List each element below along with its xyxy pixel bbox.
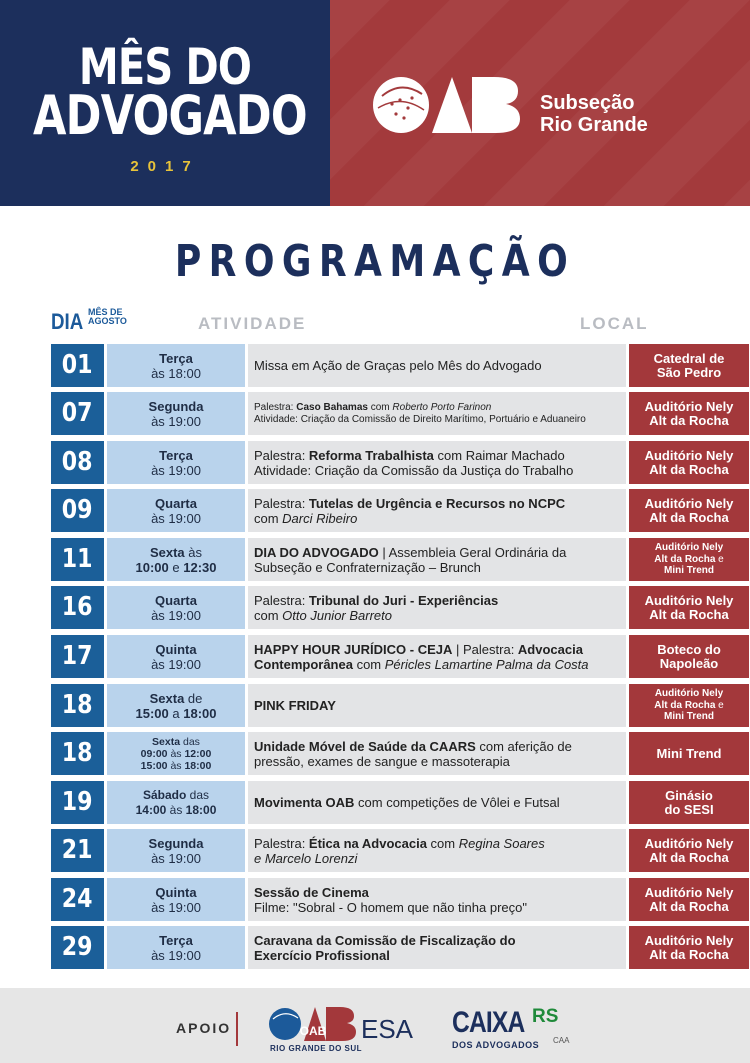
hour-sep: a [168,705,184,721]
title-line2: ADVOGADO [33,84,307,147]
event-hour: às 19:00 [151,850,201,866]
event-weekday: Quarta [155,592,197,608]
event-day-number: 29 [62,932,93,962]
hour-start: 09:00 [140,747,168,760]
weekday-text: Sexta [152,735,181,748]
event-day [51,829,104,872]
event-location [629,392,749,435]
activity-topic: Unidade Móvel de Saúde da CAARS [254,738,476,754]
activity-text: com Raimar Machado [433,447,565,463]
event-location [629,489,749,532]
event-time [107,586,245,629]
event-activity [248,635,626,678]
rs-badge: RS [532,1006,559,1027]
event-day [51,878,104,921]
event-hour [107,803,245,818]
activity-line1 [254,836,626,851]
oab-logo-small [268,1005,358,1043]
event-day [51,586,104,629]
event-time [107,732,245,775]
activity-line1: Missa em Ação de Graças pelo Mês do Advogado [254,358,542,373]
weekday-suffix: das [186,787,210,802]
activity-line2: Exercício Profissional [254,947,390,963]
activity-topic: HAPPY HOUR JURÍDICO - CEJA [254,641,453,657]
event-hour: às 19:00 [151,413,201,429]
event-time [107,344,245,387]
activity-text: Palestra: [254,447,309,463]
hour-end: 18:00 [183,705,217,721]
caa-label: CAA [553,1036,570,1045]
event-row [51,441,734,484]
activity-speaker: Péricles Lamartine Palma da Costa [384,656,589,672]
event-activity [248,586,626,629]
activity-text: com [426,835,459,851]
event-day [51,684,104,727]
event-day-number: 09 [62,495,93,525]
event-day-number: 18 [62,738,93,768]
rio-grande-do-sul-label: RIO GRANDE DO SUL [270,1044,363,1053]
event-weekday: Terça [159,350,193,366]
event-day-number: 16 [62,592,93,622]
event-hour [107,560,245,575]
event-activity [248,538,626,581]
weekday-suffix: de [184,690,203,706]
activity-line1: Caravana da Comissão de Fiscalização do [254,932,516,948]
event-day [51,781,104,824]
event-location [629,732,749,775]
event-weekday: Terça [159,932,193,948]
event-row [51,781,714,824]
event-day [51,489,104,532]
location-line1: Auditório Nely [654,688,724,700]
location-text: Alt da Rocha [654,699,716,711]
event-row [51,489,734,532]
activity-speaker: Otto Junior Barreto [282,607,392,623]
event-weekday: Quarta [155,495,197,511]
event-day-number: 11 [62,544,93,574]
activity-line2: e Marcelo Lorenzi [254,850,358,866]
event-day-number: 07 [62,398,93,428]
event-day-number: 24 [62,884,93,914]
location-line1: Mini Trend [656,745,722,761]
hour-sep: às [167,759,185,772]
event-hour: às 19:00 [151,462,201,478]
event-weekday: Terça [159,447,193,463]
event-activity [248,344,626,387]
event-hour [107,706,245,721]
activity-text: | Assembleia Geral Ordinária da [378,544,567,560]
event-hour: às 19:00 [151,899,201,915]
location-line2: São Pedro [656,364,722,380]
activity-line1 [254,545,626,560]
hour-end: 18:00 [185,802,217,817]
event-location [629,878,749,921]
event-day-number: 17 [62,641,93,671]
event-row [51,878,734,921]
event-day [51,392,104,435]
activity-line2: Filme: "Sobral - O homem que não tinha preço" [254,899,527,915]
location-line2: Alt da Rocha [649,412,729,428]
hour-end: 12:30 [183,559,217,575]
event-day-number: 19 [62,787,93,817]
location-line3: Mini Trend [664,565,714,577]
title-year: 2017 [130,158,200,175]
activity-speaker: Darci Ribeiro [282,510,358,526]
activity-text: com [367,401,393,413]
footer-divider [236,1012,238,1046]
location-line2: Napoleão [659,655,719,671]
event-location [629,829,749,872]
caixa-logo: CAIXA [452,1006,525,1039]
activity-topic: Ética na Advocacia [308,835,427,851]
activity-line1 [254,448,626,463]
activity-text: com aferição de [475,738,572,754]
activity-text: Palestra: [254,835,309,851]
activity-speaker: Roberto Porto Farinon [392,401,492,413]
event-day-number: 08 [62,447,93,477]
event-location [629,538,749,581]
activity-topic: Caso Bahamas [296,401,368,413]
org-line1: Subseção [540,92,635,114]
column-mes-line1: MÊS DE [88,307,123,317]
event-activity [248,392,626,435]
location-text: Alt da Rocha [654,553,716,565]
activity-line2: Atividade: Criação da Comissão de Direito Marítimo, Portuário e Aduaneiro [254,413,586,425]
activity-speaker: Regina Soares [458,835,545,851]
event-time [107,489,245,532]
weekday-suffix: às [184,544,203,560]
location-line1: Auditório Nely [654,542,724,554]
event-hour: às 18:00 [151,365,201,381]
activity-line1 [254,642,626,657]
event-location [629,926,749,969]
event-activity [248,829,626,872]
org-name [540,92,648,136]
location-line2 [629,554,749,566]
event-location [629,586,749,629]
activity-topic: Advocacia [517,641,583,657]
event-day [51,635,104,678]
hour-start: 15:00 [135,705,169,721]
location-line2: Alt da Rocha [649,849,729,865]
event-activity [248,781,626,824]
event-activity [248,684,626,727]
caixa-sub-label: DOS ADVOGADOS [452,1040,540,1050]
event-time [107,926,245,969]
event-activity [248,732,626,775]
event-weekday: Quinta [155,884,197,900]
event-hour: às 19:00 [151,607,201,623]
activity-text: Palestra: [254,592,309,608]
event-time [107,538,245,581]
event-day-number: 18 [62,690,93,720]
event-time [107,781,245,824]
weekday-text: Sexta [149,544,185,560]
title-line1: MÊS DO [78,38,252,96]
event-weekday: Segunda [148,398,204,414]
activity-text: com [352,656,385,672]
activity-line2: Subseção e Confraternização – Brunch [254,559,481,575]
location-line2 [629,700,749,712]
event-time [107,829,245,872]
activity-line1 [254,496,626,511]
weekday-text: Sábado [142,787,187,802]
event-row [51,586,734,629]
location-line1: Auditório Nely [644,398,734,414]
event-row [51,684,724,727]
activity-line1 [254,795,626,810]
hour-start: 10:00 [135,559,169,575]
event-hour [107,748,245,760]
weekday-suffix: das [180,735,200,748]
hour-end: 18:00 [184,759,212,772]
activity-line2 [254,511,626,526]
activity-text: com competições de Vôlei e Futsal [354,795,560,810]
column-dia: DIA [51,309,84,334]
event-row [51,635,721,678]
location-line2: do SESI [664,801,714,817]
activity-line2: Atividade: Criação da Comissão da Justiça do Trabalho [254,462,574,478]
column-atividade: ATIVIDADE [198,314,307,333]
event-activity [248,489,626,532]
event-weekday [107,691,245,706]
location-line1: Auditório Nely [644,447,734,463]
location-line1: Auditório Nely [644,835,734,851]
location-line2: Alt da Rocha [649,898,729,914]
location-line3: Mini Trend [664,711,714,723]
event-activity [248,441,626,484]
hour-start: 14:00 [135,802,167,817]
activity-text: com [254,607,283,623]
activity-line2: pressão, exames de sangue e massoterapia [254,753,510,769]
program-title: PROGRAMAÇÃO [174,236,576,287]
hour-sep: e [168,559,184,575]
event-row [51,538,724,581]
event-location [629,344,749,387]
location-conj: e [715,699,724,711]
event-location [629,441,749,484]
location-line2: Alt da Rocha [649,946,729,962]
activity-line1 [254,593,626,608]
location-line1: Auditório Nely [644,592,734,608]
event-hour: às 19:00 [151,510,201,526]
event-day [51,538,104,581]
event-weekday: Segunda [148,835,204,851]
oab-small-text: OAB [299,1024,327,1038]
activity-topic: Reforma Trabalhista [308,447,434,463]
event-activity [248,878,626,921]
event-time [107,635,245,678]
esa-logo: ESA [361,1014,414,1044]
activity-text: | Palestra: [452,641,518,657]
location-line1: Catedral de [653,350,725,366]
event-time [107,684,245,727]
activity-line1: PINK FRIDAY [254,698,336,713]
activity-text: com [254,510,283,526]
event-day [51,732,104,775]
hour-start: 15:00 [140,759,168,772]
activity-line2 [254,608,626,623]
activity-topic: Tutelas de Urgência e Recursos no NCPC [308,495,566,511]
event-hour [107,760,245,772]
location-line2: Alt da Rocha [649,461,729,477]
event-location [629,781,749,824]
weekday-text: Sexta [149,690,185,706]
activity-topic: Movimenta OAB [254,795,355,810]
activity-topic: Tribunal do Juri - Experiências [308,592,499,608]
event-hour: às 19:00 [151,947,201,963]
activity-text: Palestra: [254,401,297,413]
location-line1: Auditório Nely [644,884,734,900]
event-location [629,635,749,678]
activity-line1: Sessão de Cinema [254,884,369,900]
activity-topic: Contemporânea [254,656,353,672]
event-row [51,344,725,387]
location-line1: Boteco do [657,641,721,657]
oab-logo [372,74,522,136]
column-mes [88,308,128,326]
activity-line1 [254,402,626,414]
event-location [629,684,749,727]
event-day [51,344,104,387]
column-local: LOCAL [580,314,649,333]
header-banner [0,0,750,206]
event-time [107,441,245,484]
event-row [51,829,734,872]
event-day-number: 01 [62,350,93,380]
event-weekday [107,545,245,560]
hour-end: 12:00 [184,747,212,760]
activity-topic: DIA DO ADVOGADO [254,544,379,560]
location-line2: Alt da Rocha [649,509,729,525]
activity-line1 [254,739,626,754]
hour-sep: às [166,802,186,817]
hour-sep: às [167,747,185,760]
org-line2: Rio Grande [540,114,648,136]
event-row [51,392,734,435]
apoio-label: APOIO [176,1020,232,1036]
event-day-number: 21 [62,835,93,865]
event-weekday [107,788,245,803]
location-conj: e [715,553,724,565]
event-hour: às 19:00 [151,656,201,672]
event-weekday [107,736,245,748]
event-activity [248,926,626,969]
location-line2: Alt da Rocha [649,606,729,622]
event-day [51,926,104,969]
event-weekday: Quinta [155,641,197,657]
location-line1: Ginásio [665,787,713,803]
event-row [51,926,734,969]
column-mes-line2: AGOSTO [88,316,127,326]
event-row [51,732,722,775]
event-time [107,878,245,921]
event-time [107,392,245,435]
activity-line2 [254,657,626,672]
location-line1: Auditório Nely [644,932,734,948]
activity-text: Palestra: [254,495,309,511]
location-line1: Auditório Nely [644,495,734,511]
event-day [51,441,104,484]
